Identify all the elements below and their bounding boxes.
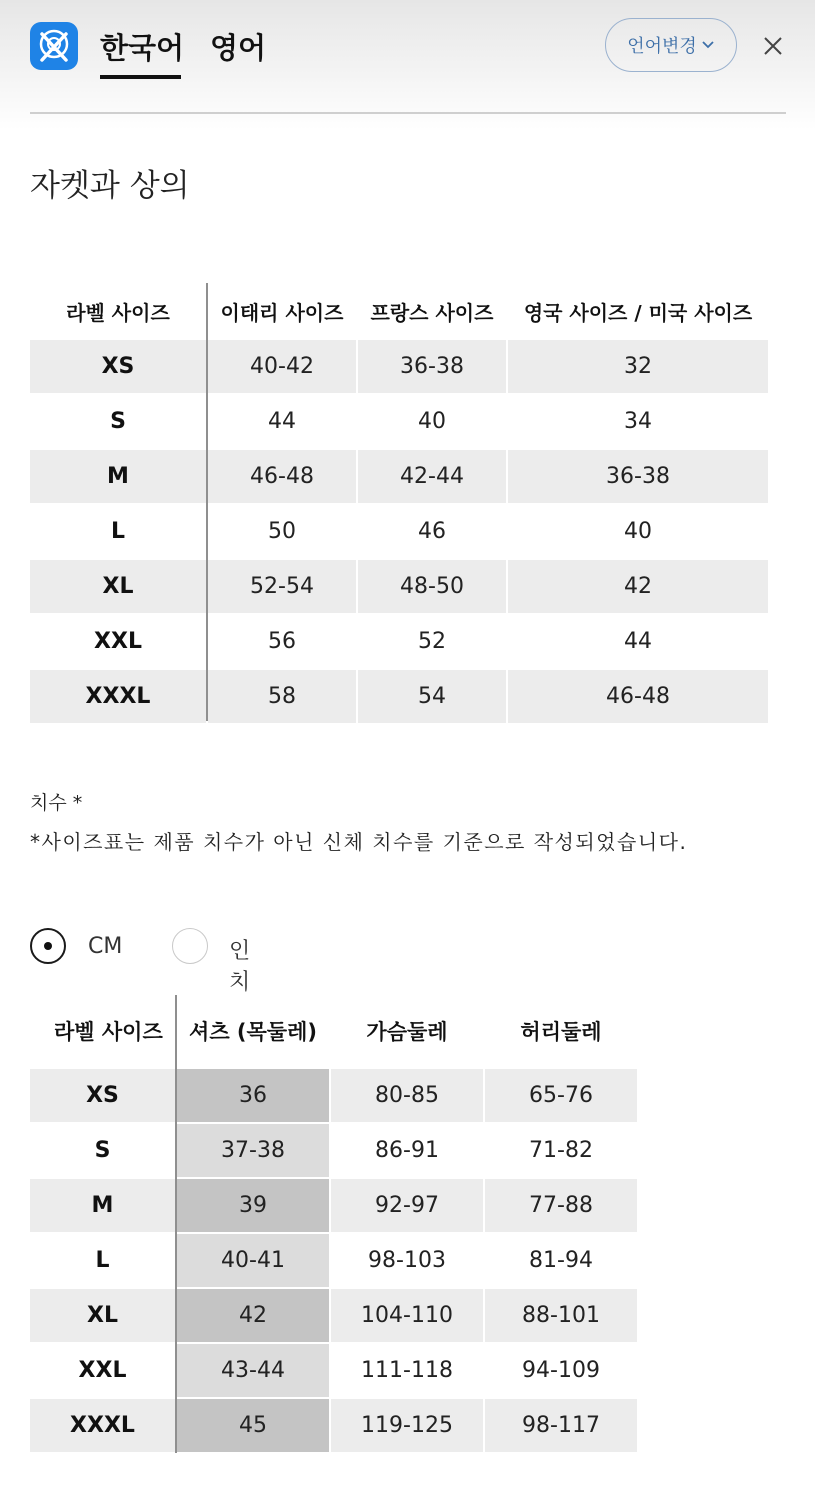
table-row [30, 395, 768, 448]
table-row [30, 450, 768, 503]
table-cell: 111-118 [361, 1358, 453, 1383]
table-row [30, 1124, 637, 1177]
table-cell: 45 [177, 1399, 329, 1452]
table-cell: 40 [624, 519, 652, 544]
section-title: 자켓과 상의 [30, 168, 190, 204]
size-label-cell: XXL [78, 1358, 127, 1383]
body-measurement-table [28, 995, 639, 1454]
size-label-cell: XXL [94, 629, 142, 654]
size-label-cell: XXXL [30, 670, 206, 723]
table-cell: 46-48 [208, 450, 356, 503]
column-header: 영국 사이즈 / 미국 사이즈 [508, 285, 768, 338]
tab-korean[interactable]: 한국어 [100, 31, 185, 65]
table-cell: 56 [268, 629, 296, 654]
active-tab-indicator [100, 75, 181, 79]
table-cell: 98-117 [485, 1399, 637, 1452]
table-row [30, 615, 768, 668]
table-row [30, 1069, 637, 1122]
table-cell: 32 [508, 340, 768, 393]
table-row [30, 1344, 637, 1397]
table-divider [175, 995, 177, 1453]
column-header: 이태리 사이즈 [208, 285, 356, 338]
close-button[interactable] [760, 33, 786, 59]
size-disclaimer: *사이즈표는 제품 치수가 아닌 신체 치수를 기준으로 작성되었습니다. [30, 830, 688, 854]
table-cell: 40 [418, 409, 446, 434]
table-cell: 37-38 [177, 1124, 329, 1177]
table-cell: 119-125 [331, 1399, 483, 1452]
table-cell: 39 [177, 1179, 329, 1232]
table-row [30, 505, 768, 558]
table-cell: 42 [177, 1289, 329, 1342]
table-cell: 52 [418, 629, 446, 654]
table-cell: 77-88 [485, 1179, 637, 1232]
app-logo-icon [30, 22, 78, 70]
table-header-row [30, 285, 768, 338]
column-header: 라벨 사이즈 [30, 285, 206, 338]
unit-label-inch[interactable]: 인치 [229, 939, 251, 995]
table-cell: 65-76 [485, 1069, 637, 1122]
table-cell: 54 [358, 670, 506, 723]
size-label-cell: XL [30, 1289, 175, 1342]
size-label-cell: L [95, 1248, 110, 1273]
size-label-cell: L [110, 519, 126, 544]
table-cell: 104-110 [331, 1289, 483, 1342]
table-cell: 46 [418, 519, 446, 544]
table-cell: 43-44 [177, 1344, 329, 1397]
column-header: 프랑스 사이즈 [358, 285, 506, 338]
table-header-row [30, 997, 637, 1067]
column-header: 셔츠 (목둘레) [177, 997, 329, 1067]
table-cell: 42 [508, 560, 768, 613]
size-label-cell: S [94, 1138, 111, 1163]
measure-note: 치수 * [30, 792, 83, 814]
unit-radio-inch[interactable] [172, 928, 208, 964]
table-cell: 52-54 [208, 560, 356, 613]
table-cell: 36-38 [508, 450, 768, 503]
table-cell: 40-41 [177, 1234, 329, 1287]
table-cell: 88-101 [485, 1289, 637, 1342]
table-row [30, 560, 768, 613]
table-cell: 46-48 [508, 670, 768, 723]
table-divider [206, 283, 208, 721]
unit-radio-cm[interactable] [30, 928, 66, 964]
table-cell: 94-109 [522, 1358, 600, 1383]
table-cell: 80-85 [331, 1069, 483, 1122]
table-cell: 92-97 [331, 1179, 483, 1232]
column-header: 가슴둘레 [331, 997, 483, 1067]
size-label-cell: XS [30, 1069, 175, 1122]
table-cell: 36-38 [358, 340, 506, 393]
table-row [30, 1399, 637, 1452]
table-row [30, 1234, 637, 1287]
header-divider [30, 112, 786, 114]
table-cell: 34 [624, 409, 652, 434]
table-cell: 50 [268, 519, 296, 544]
table-cell: 40-42 [208, 340, 356, 393]
table-cell: 42-44 [358, 450, 506, 503]
unit-label-cm[interactable]: CM [88, 934, 123, 959]
chevron-down-icon [701, 40, 715, 50]
size-conversion-table [28, 283, 770, 725]
size-label-cell: M [30, 450, 206, 503]
table-cell: 36 [177, 1069, 329, 1122]
size-label-cell: M [30, 1179, 175, 1232]
table-cell: 44 [268, 409, 296, 434]
size-label-cell: XS [30, 340, 206, 393]
change-language-label: 언어변경 [627, 36, 697, 57]
table-cell: 98-103 [368, 1248, 446, 1273]
change-language-button[interactable] [605, 18, 737, 72]
table-cell: 81-94 [529, 1248, 593, 1273]
table-row [30, 1179, 637, 1232]
table-cell: 44 [624, 629, 652, 654]
column-header: 허리둘레 [485, 997, 637, 1067]
column-header: 라벨 사이즈 [30, 997, 175, 1067]
close-icon [760, 33, 786, 59]
size-label-cell: XXXL [30, 1399, 175, 1452]
table-cell: 71-82 [529, 1138, 593, 1163]
table-cell: 48-50 [358, 560, 506, 613]
tab-english[interactable]: 영어 [210, 31, 267, 65]
table-row [30, 670, 768, 723]
size-label-cell: XL [30, 560, 206, 613]
table-row [30, 340, 768, 393]
table-cell: 58 [208, 670, 356, 723]
table-row [30, 1289, 637, 1342]
size-label-cell: S [110, 409, 126, 434]
table-cell: 86-91 [375, 1138, 439, 1163]
